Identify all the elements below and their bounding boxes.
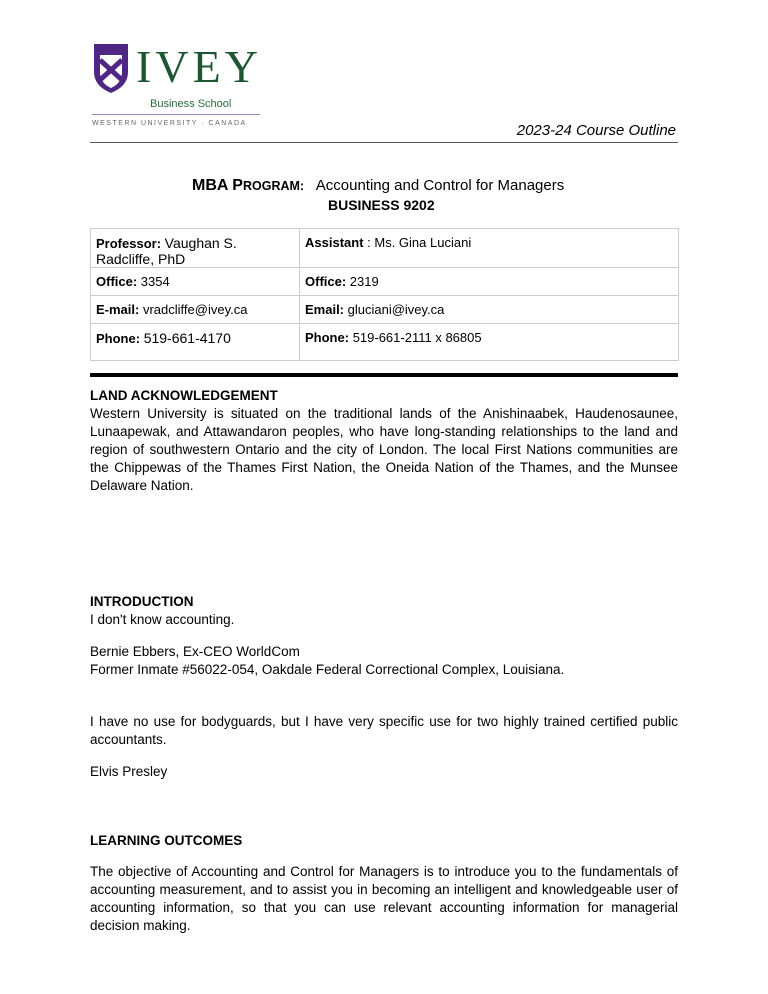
logo-subtitle: Business School <box>150 98 232 110</box>
contact-value: Vaughan S. Radcliffe, PhD <box>96 235 237 267</box>
contact-value: vradcliffe@ivey.ca <box>142 302 248 317</box>
contact-row <box>91 229 679 268</box>
contact-label: Email: <box>305 302 345 317</box>
program-title: MBA PROGRAM: Accounting and Control for Managers <box>192 177 565 194</box>
contact-label: Phone: <box>305 330 350 345</box>
contact-label: Phone: <box>96 331 141 346</box>
contact-cell <box>91 229 300 268</box>
introduction-section <box>90 593 678 781</box>
header-divider <box>90 142 678 143</box>
ivey-wordmark-icon <box>92 40 262 96</box>
land-acknowledgement-text: Western University is situated on the traditional lands of the Anishinaabek, Haudenosaunee, Lunaapewak, and Attawandaron peoples, who have long-standing relationships to the land and region of southwestern Ontario and the city of London. The local First Nations communities are the Chippewas of the Thames First Nation, the Oneida Nation of the Thames, and the Munsee Delaware Nation. <box>90 406 678 493</box>
section-rule <box>90 373 678 377</box>
learning-outcomes-section <box>90 832 678 935</box>
section-heading: LAND ACKNOWLEDGEMENT <box>90 388 278 403</box>
course-name: Accounting and Control for Managers <box>315 177 565 194</box>
quote: I have no use for bodyguards, but I have very specific use for two highly trained certified public accountants. <box>90 714 678 747</box>
contact-label: Office: <box>96 274 138 289</box>
contact-table <box>90 228 679 361</box>
contact-cell <box>91 296 300 324</box>
contact-cell <box>300 324 679 361</box>
contact-cell <box>300 296 679 324</box>
contact-value: gluciani@ivey.ca <box>347 302 445 317</box>
contact-value: 519-661-2111 x 86805 <box>352 330 482 345</box>
svg-text:IVEY: IVEY <box>136 41 258 92</box>
land-acknowledgement-section <box>90 387 678 495</box>
section-heading: LEARNING OUTCOMES <box>90 833 243 848</box>
course-code: BUSINESS 9202 <box>328 197 435 213</box>
contact-row <box>91 324 679 361</box>
contact-label: Professor: <box>96 236 162 251</box>
logo-divider <box>92 114 260 115</box>
quote-attribution: Elvis Presley <box>90 764 168 779</box>
contact-cell <box>300 268 679 296</box>
contact-value: 519-661-4170 <box>143 330 231 346</box>
contact-cell <box>91 324 300 361</box>
contact-cell <box>91 268 300 296</box>
section-heading: INTRODUCTION <box>90 594 194 609</box>
contact-value: : Ms. Gina Luciani <box>367 235 472 250</box>
contact-value: 2319 <box>349 274 379 289</box>
contact-label: E-mail: <box>96 302 140 317</box>
course-outline-label: 2023-24 Course Outline <box>516 122 676 139</box>
contact-label: Office: <box>305 274 347 289</box>
contact-cell <box>300 229 679 268</box>
quote-attribution: Former Inmate #56022-054, Oakdale Federal Correctional Complex, Louisiana. <box>90 662 565 677</box>
contact-row <box>91 268 679 296</box>
contact-row <box>91 296 679 324</box>
contact-label: Assistant <box>305 235 364 250</box>
logo-tagline: WESTERN UNIVERSITY · CANADA <box>92 120 247 127</box>
ivey-logo <box>92 40 262 132</box>
learning-outcomes-text: The objective of Accounting and Control for Managers is to introduce you to the fundamentals of accounting measurement, and to assist you in becoming an intelligent and knowledgeable user of accounting information, so that you can use relevant accounting information for managerial decision making. <box>90 864 678 933</box>
quote-attribution: Bernie Ebbers, Ex-CEO WorldCom <box>90 644 300 659</box>
quote: I don't know accounting. <box>90 612 235 627</box>
contact-value: 3354 <box>140 274 170 289</box>
